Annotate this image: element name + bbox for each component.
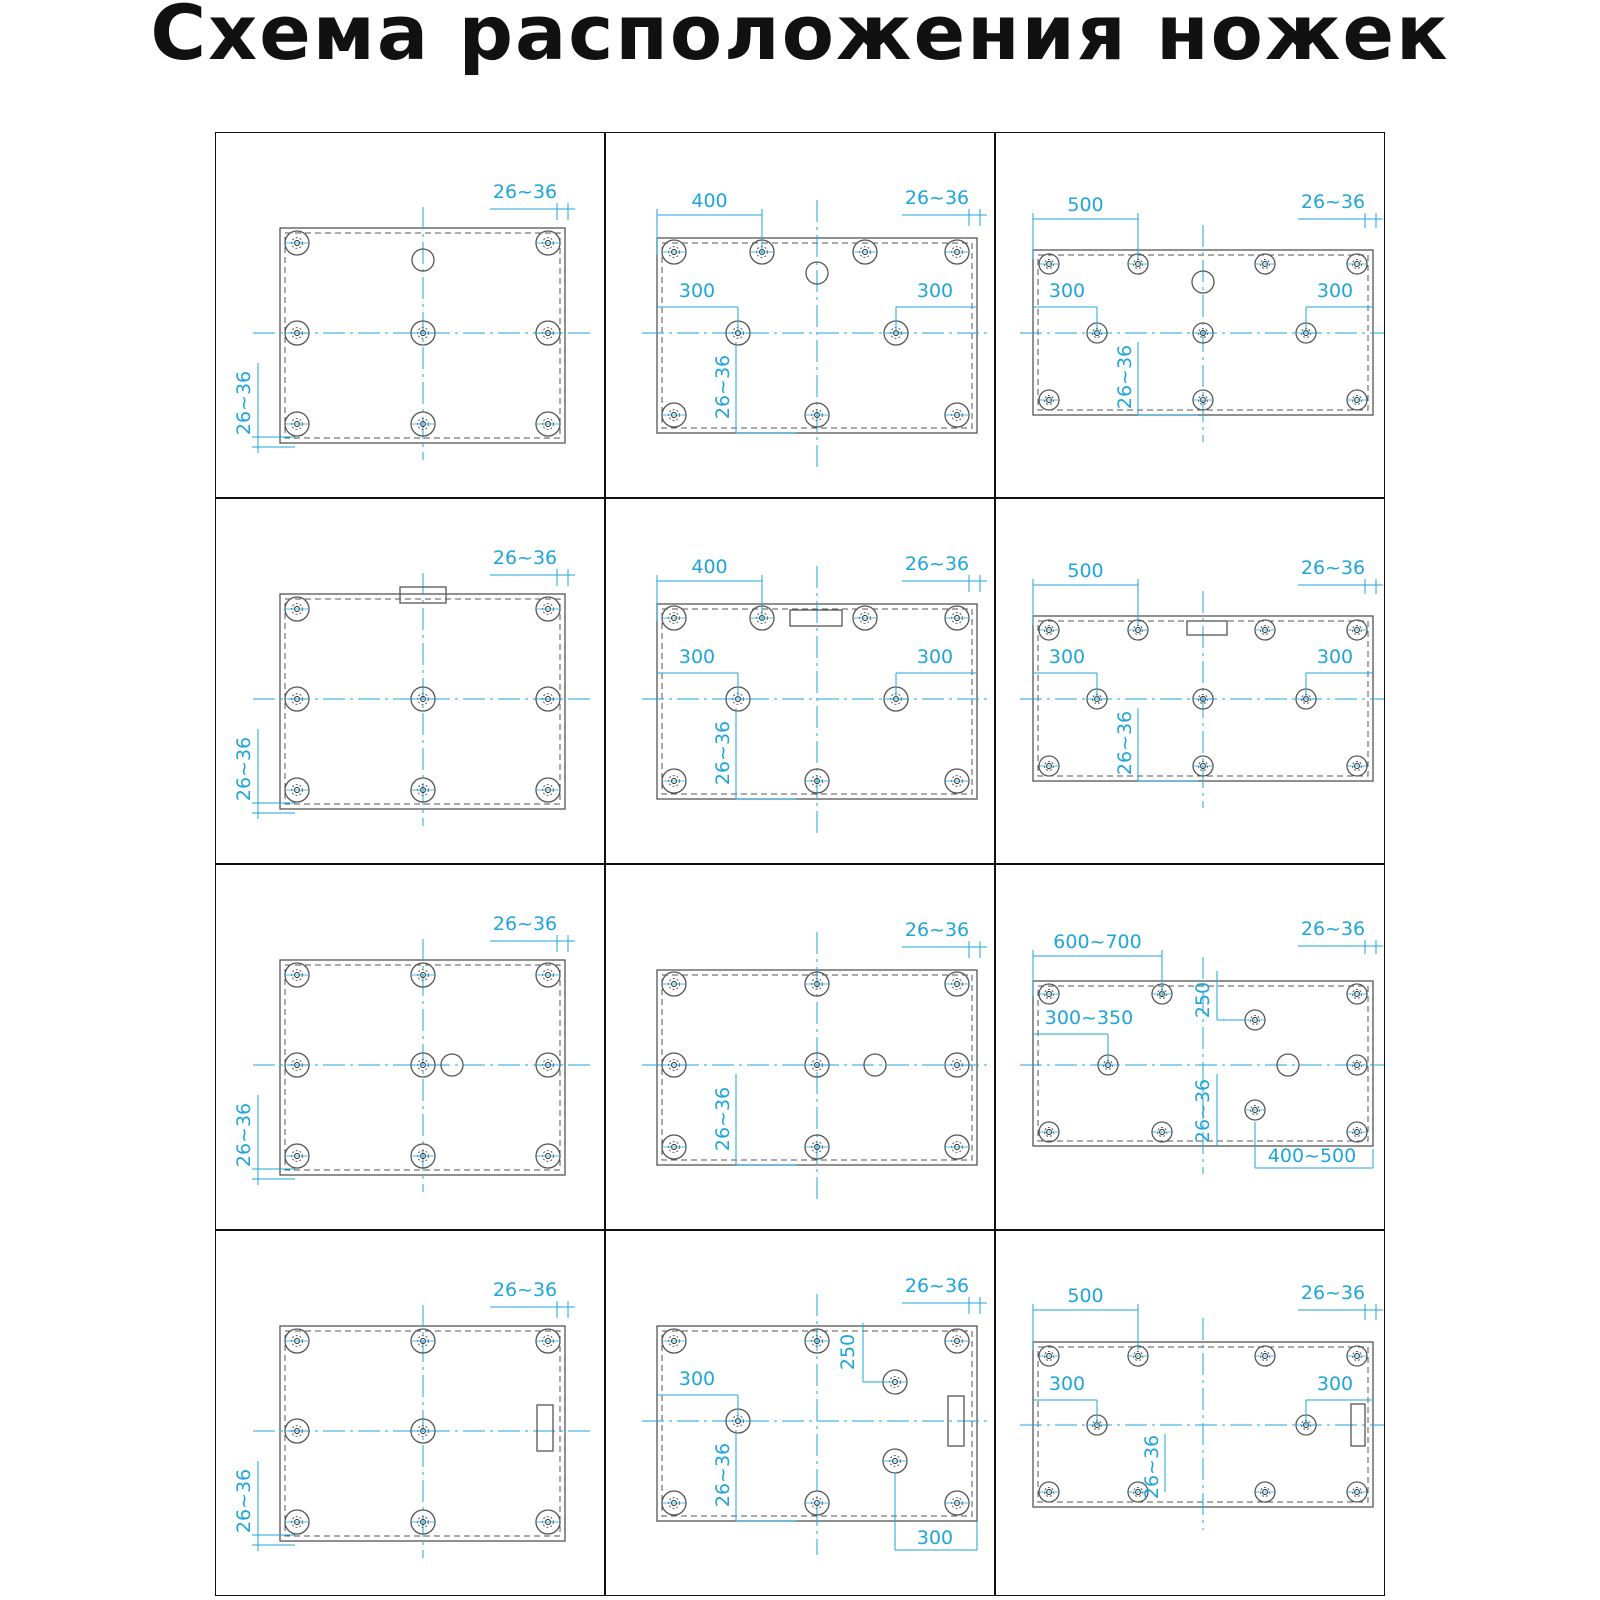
leg-foot: [1039, 390, 1059, 410]
dimension-label: 26~36: [712, 1442, 734, 1508]
leg-foot: [662, 1329, 686, 1353]
leg-foot: [662, 240, 686, 264]
dimension-label: 300: [678, 1368, 716, 1390]
leg-foot: [536, 1329, 560, 1353]
dimension-label: 300: [916, 280, 954, 302]
dimension-label: 26~36: [712, 354, 734, 420]
dimension-label: 300: [1048, 280, 1086, 302]
leg-foot: [945, 1329, 969, 1353]
leg-foot: [285, 231, 309, 255]
leg-foot: [662, 403, 686, 427]
leg-foot: [662, 769, 686, 793]
layout-cell-r2-c3: [1020, 557, 1385, 808]
leg-foot: [853, 606, 877, 630]
leg-foot: [1347, 984, 1367, 1004]
leg-foot: [1347, 1055, 1367, 1075]
dimension-label: 26~36: [233, 1468, 255, 1534]
leg-foot: [1245, 1100, 1265, 1120]
leg-foot: [1039, 1482, 1059, 1502]
cutout-slot: [537, 1405, 553, 1451]
dimension-label: 300: [1316, 280, 1354, 302]
dimension-label: 500: [1067, 1285, 1104, 1307]
dimension-label: 400~500: [1267, 1145, 1357, 1167]
leg-foot: [1152, 1122, 1172, 1142]
dimension-label: 26~36: [904, 187, 970, 209]
leg-foot: [536, 597, 560, 621]
leg-foot: [945, 1053, 969, 1077]
leg-foot: [1347, 756, 1367, 776]
leg-foot: [945, 1491, 969, 1515]
cutout-slot: [790, 610, 842, 626]
dimension-label: 26~36: [492, 913, 558, 935]
leg-foot: [1347, 620, 1367, 640]
leg-foot: [945, 769, 969, 793]
dimension-label: 26~36: [904, 919, 970, 941]
layout-cell-r3-c2: [642, 919, 990, 1204]
layout-cell-r4-c3: [1020, 1282, 1385, 1530]
leg-foot: [536, 963, 560, 987]
dimension-label: 250: [1192, 981, 1214, 1019]
leg-foot: [285, 597, 309, 621]
dimension-label: 26~36: [1300, 918, 1366, 940]
dimension-label: 600~700: [1053, 931, 1142, 953]
layout-cell-r1-c1: [233, 181, 591, 460]
leg-foot: [1347, 1346, 1367, 1366]
leg-foot: [285, 1419, 309, 1443]
dimension-label: 300: [678, 646, 716, 668]
leg-foot: [1039, 1122, 1059, 1142]
leg-foot: [536, 1510, 560, 1534]
leg-foot: [945, 1135, 969, 1159]
leg-foot: [662, 972, 686, 996]
dimension-label: 26~36: [1192, 1078, 1214, 1144]
dimension-label: 26~36: [712, 1086, 734, 1152]
leg-foot: [285, 963, 309, 987]
dimension-label: 26~36: [904, 1275, 970, 1297]
leg-foot: [853, 240, 877, 264]
layout-cell-r2-c2: [642, 553, 990, 838]
leg-foot: [1347, 254, 1367, 274]
leg-foot: [1039, 984, 1059, 1004]
leg-foot: [1255, 1346, 1275, 1366]
leg-foot: [662, 1135, 686, 1159]
dimension-label: 500: [1067, 560, 1104, 582]
leg-foot: [1255, 620, 1275, 640]
dimension-label: 300: [1048, 646, 1086, 668]
leg-foot: [945, 240, 969, 264]
dimension-label: 400: [691, 556, 728, 578]
leg-foot: [662, 606, 686, 630]
leg-foot: [285, 1510, 309, 1534]
dimension-label: 300: [1316, 1373, 1354, 1395]
leg-foot: [1039, 620, 1059, 640]
leg-foot: [883, 1449, 907, 1473]
leg-foot: [285, 1329, 309, 1353]
leg-foot: [285, 412, 309, 436]
layout-cell-r4-c1: [233, 1279, 591, 1558]
leg-layout-grid: [215, 132, 1385, 1596]
leg-foot: [1255, 1482, 1275, 1502]
leg-foot: [285, 1053, 309, 1077]
leg-foot: [1347, 1482, 1367, 1502]
leg-foot: [536, 231, 560, 255]
layout-cell-r4-c2: [642, 1275, 990, 1555]
leg-foot: [945, 403, 969, 427]
leg-foot: [945, 972, 969, 996]
dimension-label: 400: [691, 190, 728, 212]
dimension-label: 26~36: [1300, 557, 1366, 579]
dimension-label: 300: [1316, 646, 1354, 668]
leg-foot: [285, 778, 309, 802]
dimension-label: 26~36: [1300, 191, 1366, 213]
cutout-slot: [1187, 621, 1227, 635]
layout-cell-r3-c1: [233, 913, 591, 1192]
layout-cell-r1-c3: [1020, 191, 1385, 442]
leg-foot: [285, 321, 309, 345]
leg-foot: [1347, 1122, 1367, 1142]
leg-foot: [285, 687, 309, 711]
dimension-label: 26~36: [904, 553, 970, 575]
dimension-label: 26~36: [233, 736, 255, 802]
leg-foot: [945, 606, 969, 630]
dimension-label: 500: [1067, 194, 1104, 216]
leg-foot: [536, 412, 560, 436]
leg-foot: [1245, 1010, 1265, 1030]
dimension-label: 300: [1048, 1373, 1086, 1395]
dimension-label: 26~36: [492, 547, 558, 569]
dimension-label: 250: [837, 1333, 859, 1371]
leg-foot: [1039, 254, 1059, 274]
dimension-label: 300: [678, 280, 716, 302]
leg-foot: [662, 1053, 686, 1077]
dimension-label: 26~36: [233, 1102, 255, 1168]
dimension-label: 26~36: [492, 181, 558, 203]
leg-foot: [1039, 756, 1059, 776]
dimension-label: 26~36: [233, 370, 255, 436]
layout-cell-r2-c1: [233, 547, 591, 826]
dimension-label: 26~36: [492, 1279, 558, 1301]
layout-cell-r3-c3: [1020, 918, 1385, 1174]
leg-foot: [536, 778, 560, 802]
dimension-label: 26~36: [1114, 344, 1136, 410]
dimension-label: 300: [916, 646, 954, 668]
cabinet-outline: [657, 1326, 977, 1521]
leg-foot: [1347, 390, 1367, 410]
dimension-label: 300~350: [1044, 1007, 1134, 1029]
dimension-label: 26~36: [1141, 1434, 1163, 1500]
leg-foot: [1255, 254, 1275, 274]
leg-foot: [536, 1053, 560, 1077]
dimension-label: 26~36: [712, 720, 734, 786]
leg-foot: [536, 1144, 560, 1168]
leg-foot: [1039, 1346, 1059, 1366]
leg-foot: [536, 321, 560, 345]
leg-foot: [285, 1144, 309, 1168]
page-title: Схема расположения ножек: [150, 0, 1450, 77]
dimension-label: 26~36: [1300, 1282, 1366, 1304]
dimension-label: 300: [916, 1527, 954, 1549]
layout-cell-r1-c2: [642, 187, 990, 472]
dimension-label: 26~36: [1114, 710, 1136, 776]
leg-foot: [662, 1491, 686, 1515]
leg-foot: [536, 687, 560, 711]
